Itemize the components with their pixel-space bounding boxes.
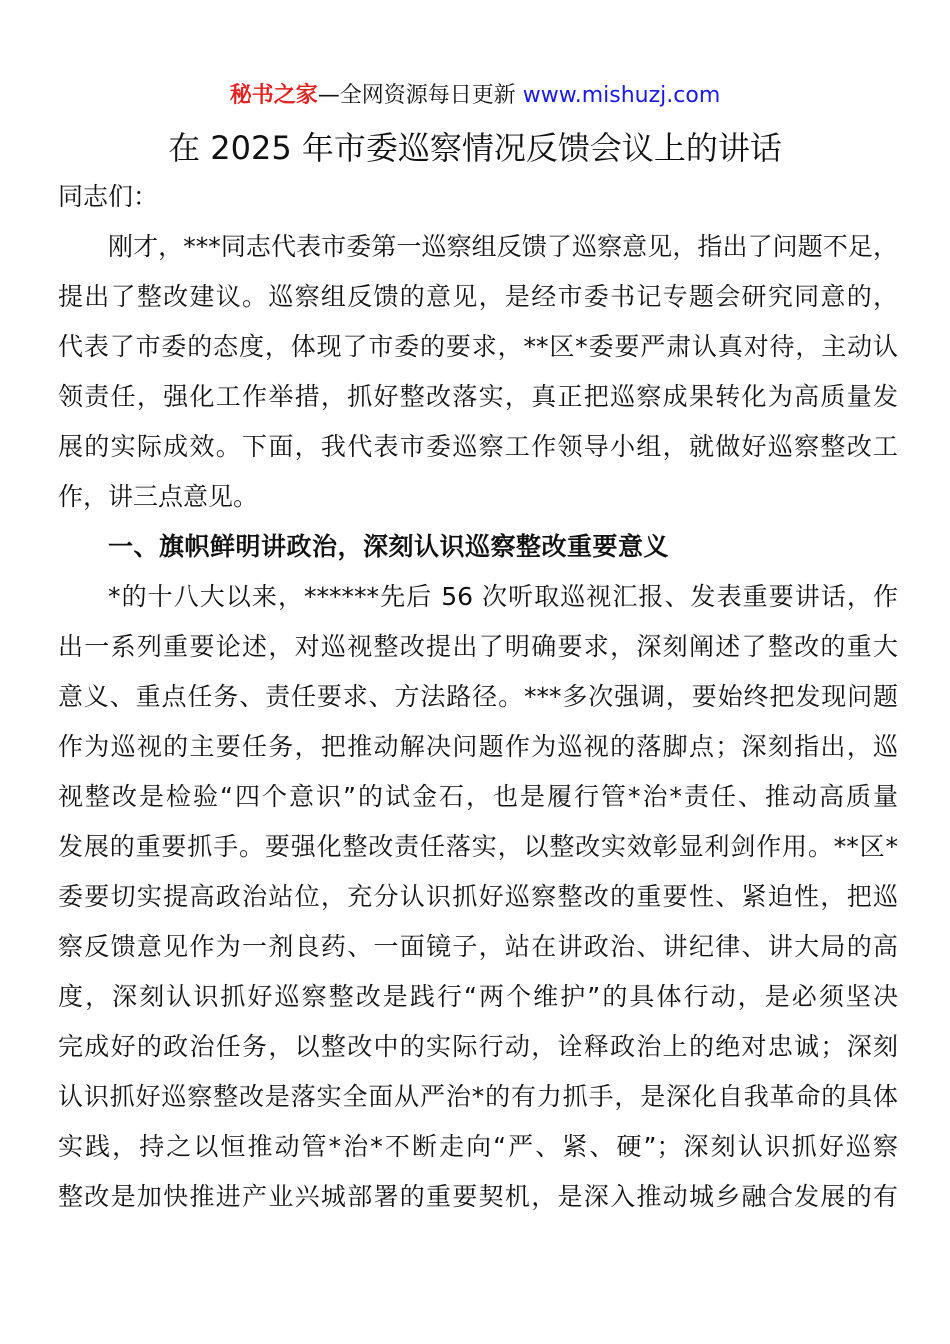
paragraph-line: *的十八大以来，******先后 56 次听取巡视汇报、发表重要讲话，作: [108, 582, 898, 611]
paragraph-line: 视整改是检验“四个意识”的试金石，也是履行管*治*责任、推动高质量: [58, 782, 898, 811]
paragraph-line: 认识抓好巡察整改是落实全面从严治*的有力抓手，是深化自我革命的具体: [58, 1082, 898, 1111]
document-body: [58, 172, 898, 1222]
paragraph-line: 察反馈意见作为一剂良药、一面镜子，站在讲政治、讲纪律、讲大局的高: [58, 932, 898, 961]
document-title: 在 2025 年市委巡察情况反馈会议上的讲话: [168, 129, 782, 167]
paragraph-line: 完成好的政治任务，以整改中的实际行动，诠释政治上的绝对忠诚；深刻: [58, 1032, 898, 1061]
paragraph-line: 度，深刻认识抓好巡察整改是践行“两个维护”的具体行动，是必须坚决: [58, 982, 898, 1011]
site-header: [0, 78, 950, 114]
paragraph-line: 展的实际成效。下面，我代表市委巡察工作领导小组，就做好巡察整改工: [58, 432, 898, 461]
paragraph-line: 提出了整改建议。巡察组反馈的意见，是经市委书记专题会研究同意的，: [58, 282, 898, 311]
paragraph-line: 发展的重要抓手。要强化整改责任落实，以整改实效彰显利剑作用。**区*: [58, 832, 898, 861]
paragraph-line: 作，讲三点意见。: [58, 482, 259, 511]
section-heading: 一、旗帜鲜明讲政治，深刻认识巡察整改重要意义: [108, 532, 670, 561]
paragraph-line: 实践，持之以恒推动管*治*不断走向“严、紧、硬”；深刻认识抓好巡察: [58, 1132, 898, 1161]
salutation: 同志们：: [58, 182, 159, 211]
site-url-link[interactable]: www.mishuzj.com: [522, 83, 721, 108]
paragraph-line: 刚才，***同志代表市委第一巡察组反馈了巡察意见，指出了问题不足，: [108, 232, 898, 261]
paragraph-line: 委要切实提高政治站位，充分认识抓好巡察整改的重要性、紧迫性，把巡: [58, 882, 898, 911]
paragraph-line: 领责任，强化工作举措，抓好整改落实，真正把巡察成果转化为高质量发: [58, 382, 898, 411]
paragraph-line: 作为巡视的主要任务，把推动解决问题作为巡视的落脚点；深刻指出，巡: [58, 732, 898, 761]
paragraph-line: 整改是加快推进产业兴城部署的重要契机，是深入推动城乡融合发展的有: [58, 1182, 898, 1211]
paragraph-line: 代表了市委的态度，体现了市委的要求，**区*委要严肃认真对待，主动认: [58, 332, 898, 361]
paragraph-line: 意义、重点任务、责任要求、方法路径。***多次强调，要始终把发现问题: [58, 682, 898, 711]
brand-name[interactable]: 秘书之家: [229, 83, 318, 108]
paragraph-line: 出一系列重要论述，对巡视整改提出了明确要求，深刻阐述了整改的重大: [58, 632, 898, 661]
header-tagline: —全网资源每日更新: [317, 83, 523, 108]
